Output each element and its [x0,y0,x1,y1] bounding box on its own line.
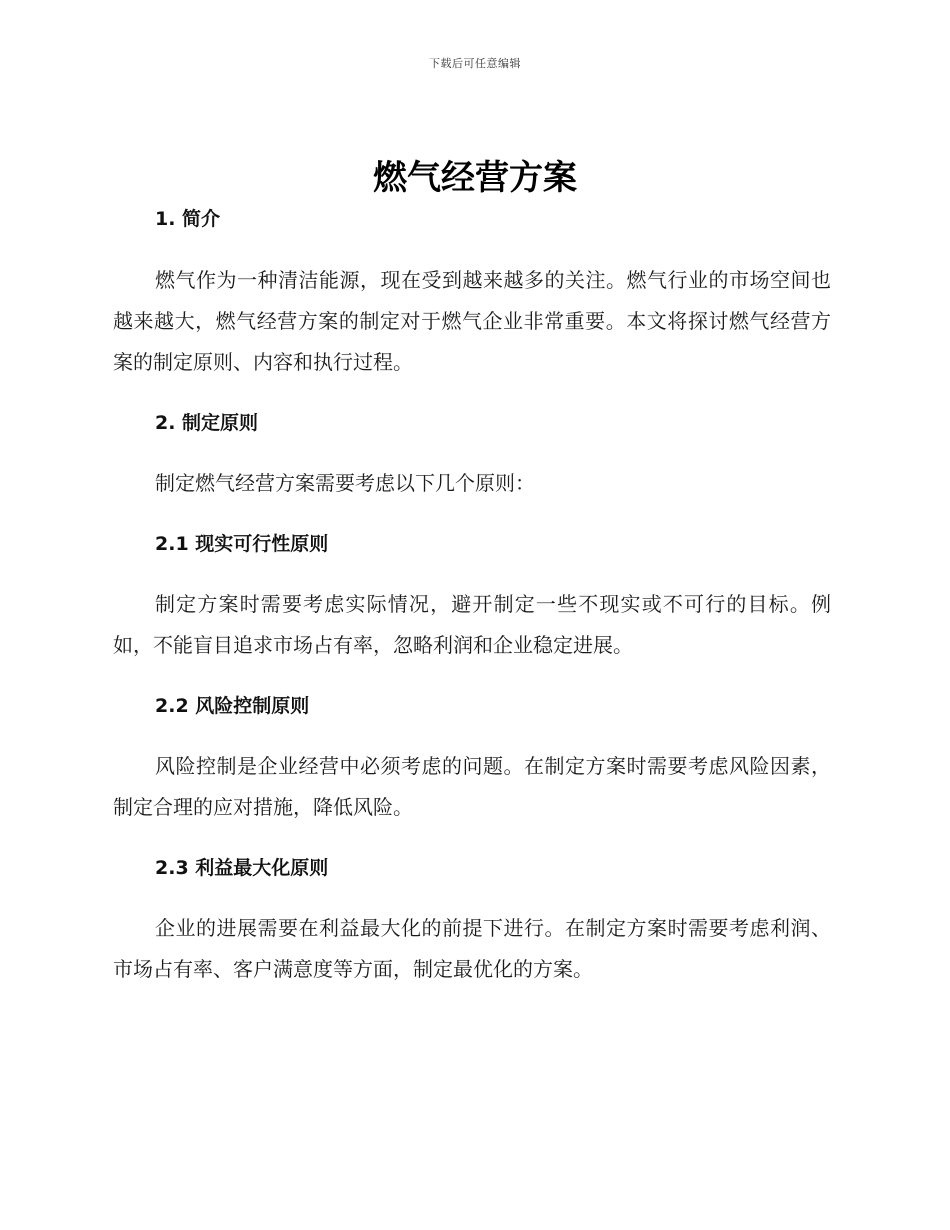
section-heading-introduction: 1. 简介 [155,208,221,230]
section-heading-risk-control: 2.2 风险控制原则 [155,695,310,717]
section-heading-principles: 2. 制定原则 [155,412,259,434]
section-paragraph-benefit-maximization: 企业的进展需要在利益最大化的前提下进行。在制定方案时需要考虑利润、市场占有率、客户满意度等方面，制定最优化的方案。 [113,916,831,981]
section-paragraph-feasibility: 制定方案时需要考虑实际情况，避开制定一些不现实或不可行的目标。例如，不能盲目追求市场占有率，忽略利润和企业稳定进展。 [113,592,831,657]
document-body [113,205,831,990]
section-paragraph-introduction: 燃气作为一种清洁能源，现在受到越来越多的关注。燃气行业的市场空间也越来越大，燃气经营方案的制定对于燃气企业非常重要。本文将探讨燃气经营方案的制定原则、内容和执行过程。 [113,268,831,374]
document-title: 燃气经营方案 [373,158,577,198]
section-heading-benefit-maximization: 2.3 利益最大化原则 [155,857,329,879]
section-paragraph-principles: 制定燃气经营方案需要考虑以下几个原则： [155,471,535,495]
section-heading-feasibility: 2.1 现实可行性原则 [155,533,329,555]
section-paragraph-risk-control: 风险控制是企业经营中必须考虑的问题。在制定方案时需要考虑风险因素，制定合理的应对措施，降低风险。 [113,754,831,819]
page-header: 下载后可任意编辑 [429,57,521,70]
